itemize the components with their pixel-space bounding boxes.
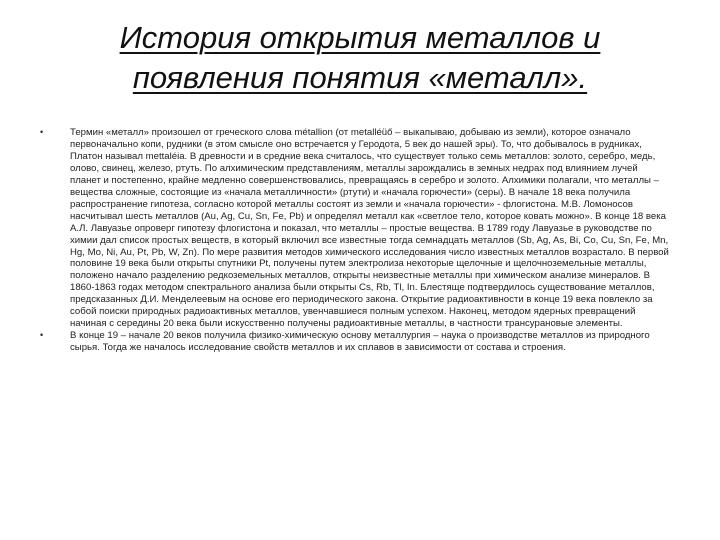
slide-title — [50, 18, 670, 98]
bullet-marker: • — [40, 127, 44, 137]
slide-title-line-1: История открытия металлов и — [119, 20, 601, 55]
slide-title-line-2: появления понятия «металл». — [132, 60, 588, 95]
bullet-list — [40, 127, 670, 354]
bullet-text: В конце 19 – начале 20 веков получила физико-химическую основу металлургия – наука о производстве металлов из природного сырья. Тогда же началось исследование свойств металлов и их сплавов в зависимости от состава и строения. — [70, 330, 650, 354]
bullet-text: Термин «металл» произошел от греческого слова métallion (от metalléüő – выкапываю, добываю из земли), которое означало первоначально копи, рудники (в этом смысле оно встречается у Геродота, 5 век до нашей эры). То, что добывалось в рудниках, Платон называл mettaléia. В древности и в средние века считалось, что существует только семь металлов: золото, серебро, медь, олово, свинец, железо, ртуть. По алхимическим представлениям, металлы зарождались в земных недрах под влиянием лучей планет и постепенно, крайне медленно совершенствовались, превращаясь в серебро и золото. Алхимики полагали, что металлы – вещества сложные, состоящие из «начала металличности» (ртути) и «начала горючести» (серы). В начале 18 века получила распространение гипотеза, согласно которой металлы состоят из земли и «начала горючести» - флогистона. М.В. Ломоносов насчитывал шесть металлов (Au, Ag, Cu, Sn, Fe, Pb) и определял металл как «светлое тело, которое ковать можно». В конце 18 века А.Л. Лавуазье опроверг гипотезу флогистона и показал, что металлы – простые вещества. В 1789 году Лавуазье в руководстве по химии дал список простых веществ, в который включил все известные тогда семнадцать металлов (Sb, Ag, As, Bi, Co, Cu, Sn, Fe, Mn, Hg, Mo, Ni, Au, Pt, Pb, W, Zn). По мере развития методов химического исследования число известных металлов возрастало. В первой половине 19 века были открыты спутники Pt, получены путем электролиза некоторые щелочные и щелочноземельные металлы, положено начало разделению редкоземельных металлов, открыты неизвестные металлы при химическом анализе минералов. В 1860-1863 годах методом спектрального анализа были открыты Cs, Rb, Tl, In. Блестяще подтвердилось существование металлов, предсказанных Д.И. Менделеевым на основе его периодического закона. Открытие радиоактивности в конце 19 века повлекло за собой поиски природных радиоактивных металлов, увенчавшиеся полным успехом. Наконец, методом ядерных превращений начиная с середины 20 века были искусственно получены радиоактивные металлы, в частности трансурановые элементы. — [70, 127, 669, 330]
bullet-item-history — [40, 127, 670, 330]
bullet-marker: • — [40, 330, 44, 341]
bullet-item-metallurgy — [40, 330, 670, 354]
